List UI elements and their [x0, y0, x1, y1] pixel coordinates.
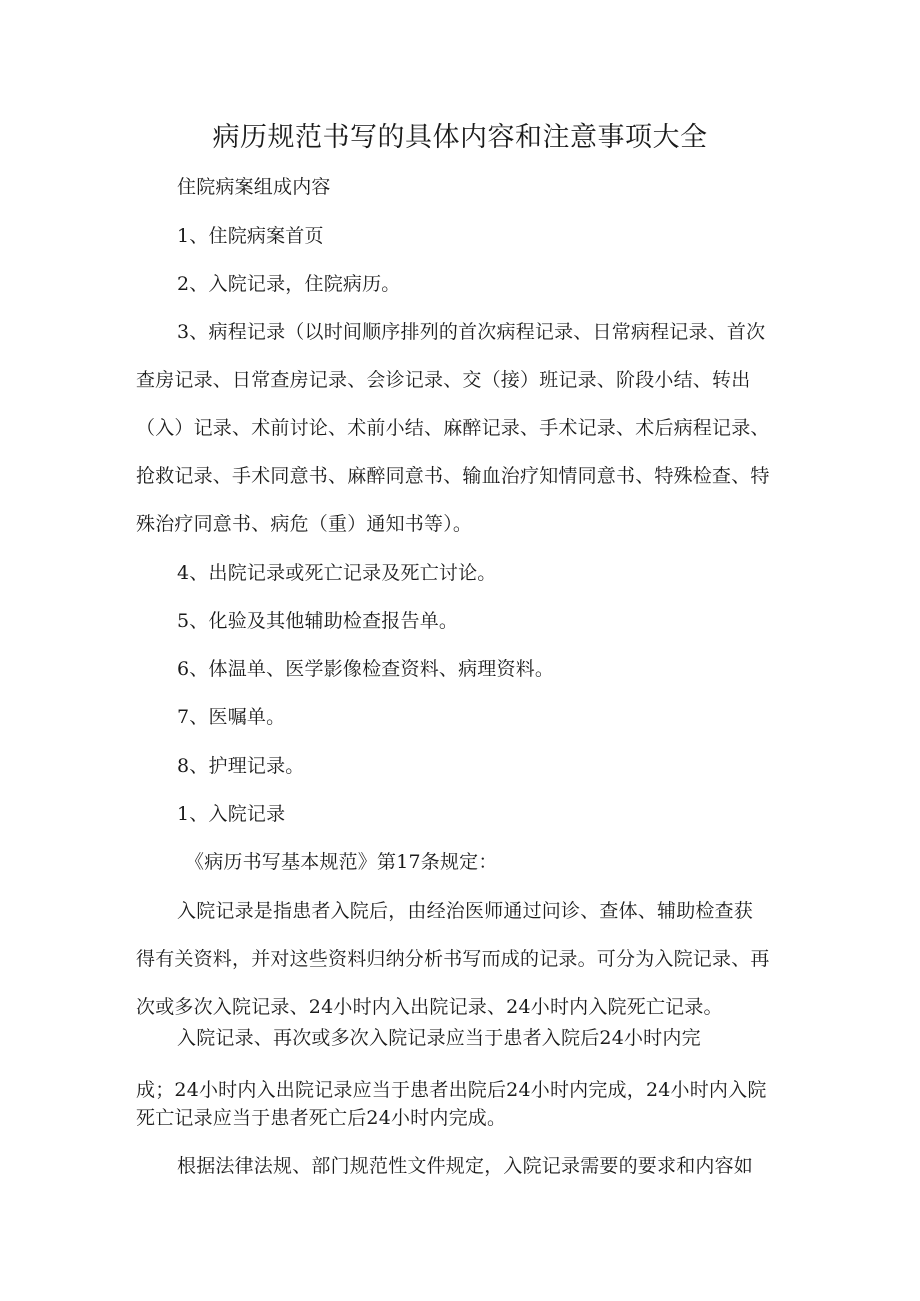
- section-heading: 1、入院记录: [177, 803, 286, 825]
- paragraph-line: 成；24小时内入出院记录应当于患者出院后24小时内完成，24小时内入院: [136, 1079, 767, 1101]
- paragraph-line: 《病历书写基本规范》第17条规定：: [185, 851, 498, 873]
- list-item: 6、体温单、医学影像检查资料、病理资料。: [177, 658, 555, 680]
- paragraph-line: 查房记录、日常查房记录、会诊记录、交（接）班记录、阶段小结、转出: [136, 369, 751, 391]
- list-item: 3、病程记录（以时间顺序排列的首次病程记录、日常病程记录、首次: [177, 321, 766, 343]
- list-item: 8、护理记录。: [177, 755, 305, 777]
- list-item: 2、入院记录，住院病历。: [177, 273, 401, 295]
- paragraph-line: 得有关资料，并对这些资料归纳分析书写而成的记录。可分为入院记录、再: [136, 948, 770, 970]
- paragraph-line: 殊治疗同意书、病危（重）通知书等）。: [136, 513, 473, 535]
- paragraph-line: 根据法律法规、部门规范性文件规定，入院记录需要的要求和内容如: [177, 1155, 754, 1177]
- list-item: 1、住院病案首页: [177, 225, 324, 247]
- list-item: 7、医嘱单。: [177, 706, 286, 728]
- paragraph-line: 次或多次入院记录、24小时内入出院记录、24小时内入院死亡记录。: [136, 996, 723, 1018]
- page-title: 病历规范书写的具体内容和注意事项大全: [212, 122, 708, 153]
- paragraph-line: 抢救记录、手术同意书、麻醉同意书、输血治疗知情同意书、特殊检查、特: [136, 465, 770, 487]
- list-item: 5、化验及其他辅助检查报告单。: [177, 610, 459, 632]
- paragraph-line: （入）记录、术前讨论、术前小结、麻醉记录、手术记录、术后病程记录、: [136, 417, 770, 439]
- paragraph-line: 死亡记录应当于患者死亡后24小时内完成。: [136, 1107, 507, 1129]
- paragraph-line: 入院记录、再次或多次入院记录应当于患者入院后24小时内完: [177, 1027, 701, 1049]
- paragraph-line: 入院记录是指患者入院后，由经治医师通过问诊、查体、辅助检查获: [177, 900, 754, 922]
- paragraph-line: 住院病案组成内容: [177, 176, 331, 198]
- list-item: 4、出院记录或死亡记录及死亡讨论。: [177, 562, 497, 584]
